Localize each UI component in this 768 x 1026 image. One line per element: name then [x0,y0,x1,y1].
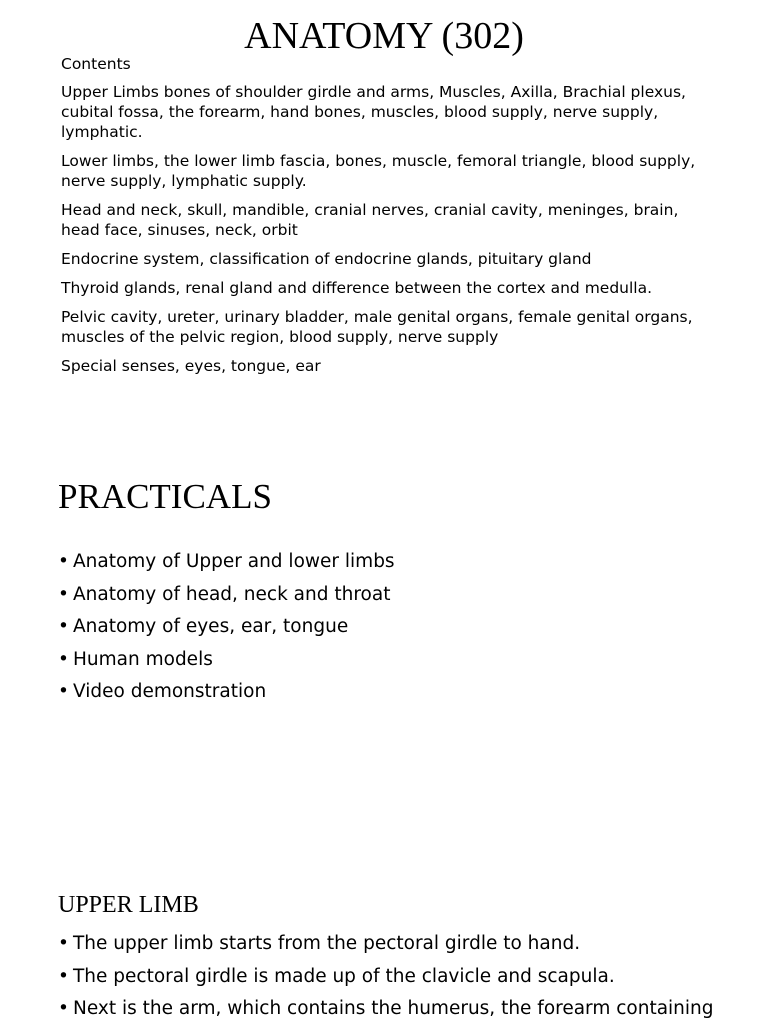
contents-item: Head and neck, skull, mandible, cranial nerves, cranial cavity, meninges, brain, head face, sinuses, neck, orbit [61,201,679,239]
list-item-text: Anatomy of eyes, ear, tongue [73,616,349,637]
bullet-icon: • [58,933,69,954]
list-item [58,644,748,677]
practicals-list [58,546,748,709]
list-item [58,993,748,1026]
list-item [58,961,748,994]
list-item-text: Anatomy of Upper and lower limbs [73,551,395,572]
bullet-icon: • [58,648,69,670]
upper-limb-list [58,928,748,1026]
upper-limb-title: UPPER LIMB [58,892,199,918]
contents-item: Thyroid glands, renal gland and difference between the cortex and medulla. [61,279,653,297]
list-item-text: Human models [73,648,213,670]
list-item [58,611,748,644]
list-item-text: Video demonstration [73,681,267,702]
contents-section [61,54,721,385]
contents-item: Endocrine system, classification of endocrine glands, pituitary gland [61,250,592,268]
bullet-icon: • [58,551,69,572]
bullet-icon: • [58,616,69,637]
bullet-icon: • [58,681,69,702]
list-item-text: Next is the arm, which contains the humerus, the forearm containing [73,998,714,1019]
bullet-icon: • [58,965,69,987]
list-item-text: Anatomy of head, neck and throat [73,583,391,605]
contents-item: Special senses, eyes, tongue, ear [61,357,321,375]
list-item [58,579,748,612]
contents-item: Upper Limbs bones of shoulder girdle and arms, Muscles, Axilla, Brachial plexus, cubital fossa, the forearm, hand bones, muscles, blood supply, nerve supply, lymphatic. [61,83,686,141]
page-title: ANATOMY (302) [244,15,524,57]
contents-heading: Contents [61,55,131,73]
list-item-text: The upper limb starts from the pectoral girdle to hand. [73,933,581,954]
list-item [58,928,748,961]
list-item [58,676,748,709]
bullet-icon: • [58,998,69,1019]
practicals-title: PRACTICALS [58,477,272,516]
list-item [58,546,748,579]
contents-item: Pelvic cavity, ureter, urinary bladder, male genital organs, female genital organs, muscles of the pelvic region, blood supply, nerve supply [61,308,693,346]
list-item-text: The pectoral girdle is made up of the clavicle and scapula. [73,965,615,987]
bullet-icon: • [58,583,69,605]
contents-item: Lower limbs, the lower limb fascia, bones, muscle, femoral triangle, blood supply, nerve supply, lymphatic supply. [61,152,696,190]
